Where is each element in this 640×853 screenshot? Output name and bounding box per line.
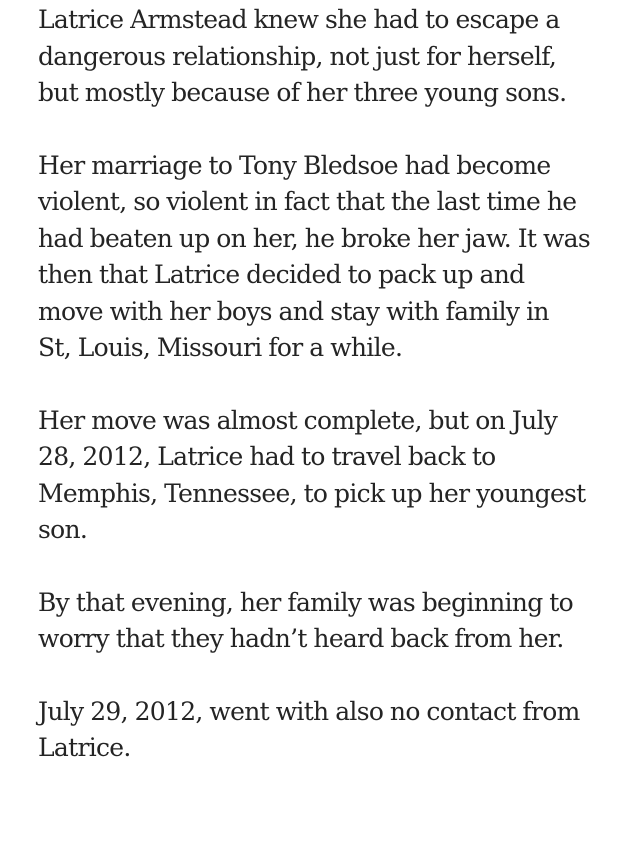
paragraph-4: By that evening, her family was beginning to worry that they hadn’t heard back from her. [38,587,573,653]
paragraph-5: July 29, 2012, went with also no contact from Latrice. [38,696,580,762]
paragraph-2: Her marriage to Tony Bledsoe had become violent, so violent in fact that the last time he had beaten up on her, he broke her jaw. It was then that Latrice decided to pack up and move with her boys and stay with family in St, Louis, Missouri for a while. [38,150,591,362]
paragraph-1: Latrice Armstead knew she had to escape a dangerous relationship, not just for herself, but mostly because of her three young sons. [38,5,567,107]
paragraph-3: Her move was almost complete, but on July 28, 2012, Latrice had to travel back to Memphis, Tennessee, to pick up her youngest son. [38,405,586,544]
